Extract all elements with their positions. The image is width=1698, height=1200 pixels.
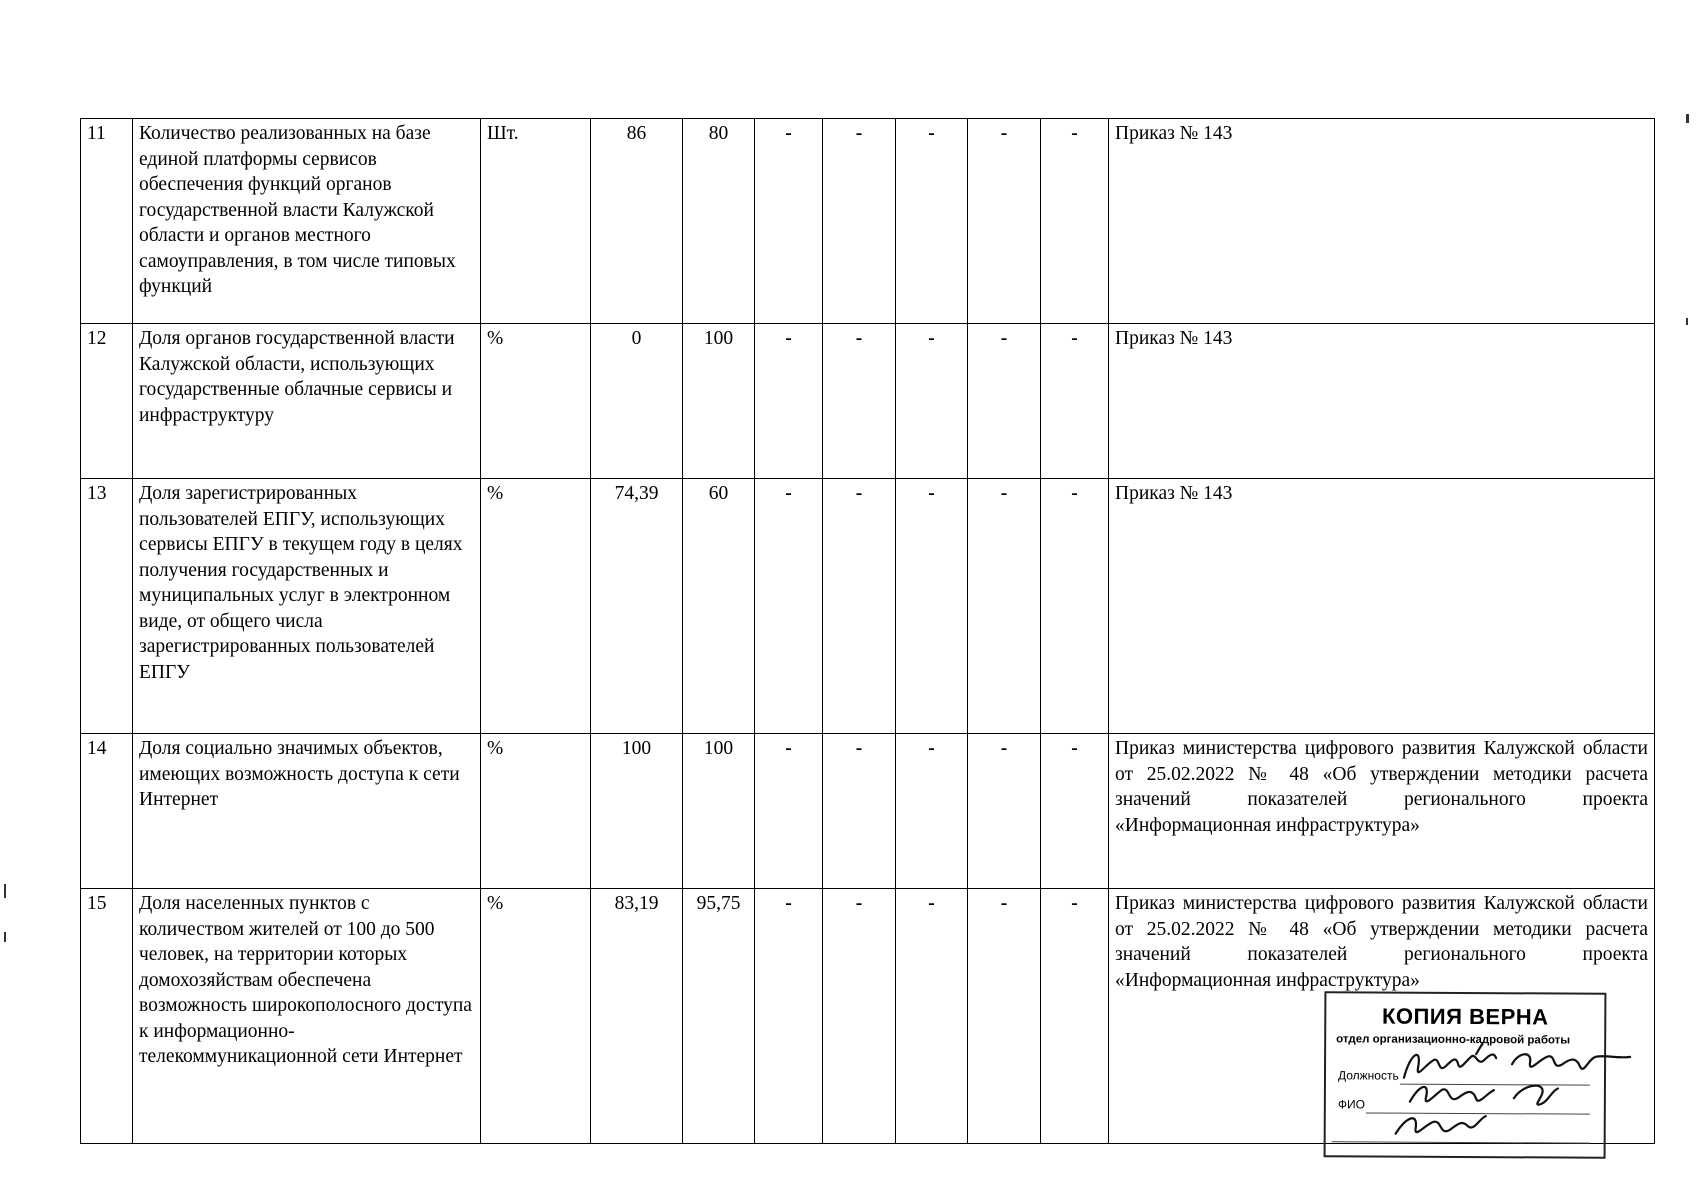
empty-cell: - [968,479,1041,734]
empty-cell: - [755,889,823,1144]
base-value: 100 [591,734,683,889]
unit-of-measure: % [481,324,591,479]
empty-cell: - [968,889,1041,1144]
empty-cell: - [755,734,823,889]
unit-of-measure: % [481,734,591,889]
scan-artifact [4,884,6,898]
base-value: 86 [591,119,683,324]
scan-artifact [1686,114,1689,123]
stamp-title: КОПИЯ ВЕРНА [1381,1003,1549,1030]
unit-of-measure: % [481,479,591,734]
table-row [81,324,1655,479]
table-row [81,119,1655,324]
empty-cell: - [755,324,823,479]
row-number: 11 [81,119,133,324]
target-value: 95,75 [683,889,755,1144]
empty-cell: - [968,734,1041,889]
empty-cell: - [823,119,896,324]
empty-cell: - [1041,734,1109,889]
empty-cell: - [896,479,968,734]
unit-of-measure: Шт. [481,119,591,324]
empty-cell: - [823,734,896,889]
empty-cell: - [1041,324,1109,479]
table-row [81,734,1655,889]
legal-basis: Приказ министерства цифрового развития Калужской области от 25.02.2022 № 48 «Об утверждении методики расчета значений показателей регионального проекта «Информационная инфраструктура» [1109,734,1655,889]
empty-cell: - [896,889,968,1144]
empty-cell: - [755,119,823,324]
base-value: 83,19 [591,889,683,1144]
handwritten-signature [1326,993,1657,1157]
empty-cell: - [968,324,1041,479]
empty-cell: - [823,889,896,1144]
scan-artifact [4,932,6,942]
unit-of-measure: % [481,889,591,1144]
indicator-description: Доля социально значимых объектов, имеющих возможность доступа к сети Интернет [133,734,481,889]
stamp-name-label: ФИО [1337,1097,1365,1112]
empty-cell: - [823,479,896,734]
empty-cell: - [896,734,968,889]
legal-basis: Приказ № 143 [1109,324,1655,479]
target-value: 100 [683,324,755,479]
empty-cell: - [896,324,968,479]
empty-cell: - [755,479,823,734]
legal-basis: Приказ № 143 [1109,119,1655,324]
empty-cell: - [1041,889,1109,1144]
scan-artifact [1686,318,1688,325]
empty-cell: - [968,119,1041,324]
legal-basis: Приказ № 143 [1109,479,1655,734]
indicator-description: Доля населенных пунктов с количеством жителей от 100 до 500 человек, на территории которых домохозяйствам обеспечена возможность широкополосного доступа к информационно-телекоммуникационной сети Интернет [133,889,481,1144]
certified-copy-stamp [1324,991,1607,1158]
empty-cell: - [896,119,968,324]
stamp-department: отдел организационно-кадровой работы [1336,1033,1571,1047]
row-number: 15 [81,889,133,1144]
target-value: 80 [683,119,755,324]
indicator-description: Количество реализованных на базе единой платформы сервисов обеспечения функций органов государственной власти Калужской области и органов местного самоуправления, в том числе типовых функций [133,119,481,324]
table-row [81,479,1655,734]
base-value: 0 [591,324,683,479]
empty-cell: - [1041,479,1109,734]
target-value: 60 [683,479,755,734]
legal-basis: Приказ министерства цифрового развития Калужской области от 25.02.2022 № 48 «Об утверждении методики расчета значений показателей регионального проекта «Информационная инфраструктура» [1109,889,1655,1144]
row-number: 13 [81,479,133,734]
target-value: 100 [683,734,755,889]
row-number: 12 [81,324,133,479]
stamp-position-label: Должность [1337,1068,1399,1083]
empty-cell: - [1041,119,1109,324]
indicator-description: Доля зарегистрированных пользователей ЕПГУ, использующих сервисы ЕПГУ в текущем году в целях получения государственных и муниципальных услуг в электронном виде, от общего числа зарегистрированных пользователей ЕПГУ [133,479,481,734]
base-value: 74,39 [591,479,683,734]
indicator-description: Доля органов государственной власти Калужской области, использующих государственные облачные сервисы и инфраструктуру [133,324,481,479]
indicators-table [80,118,1655,1144]
row-number: 14 [81,734,133,889]
empty-cell: - [823,324,896,479]
